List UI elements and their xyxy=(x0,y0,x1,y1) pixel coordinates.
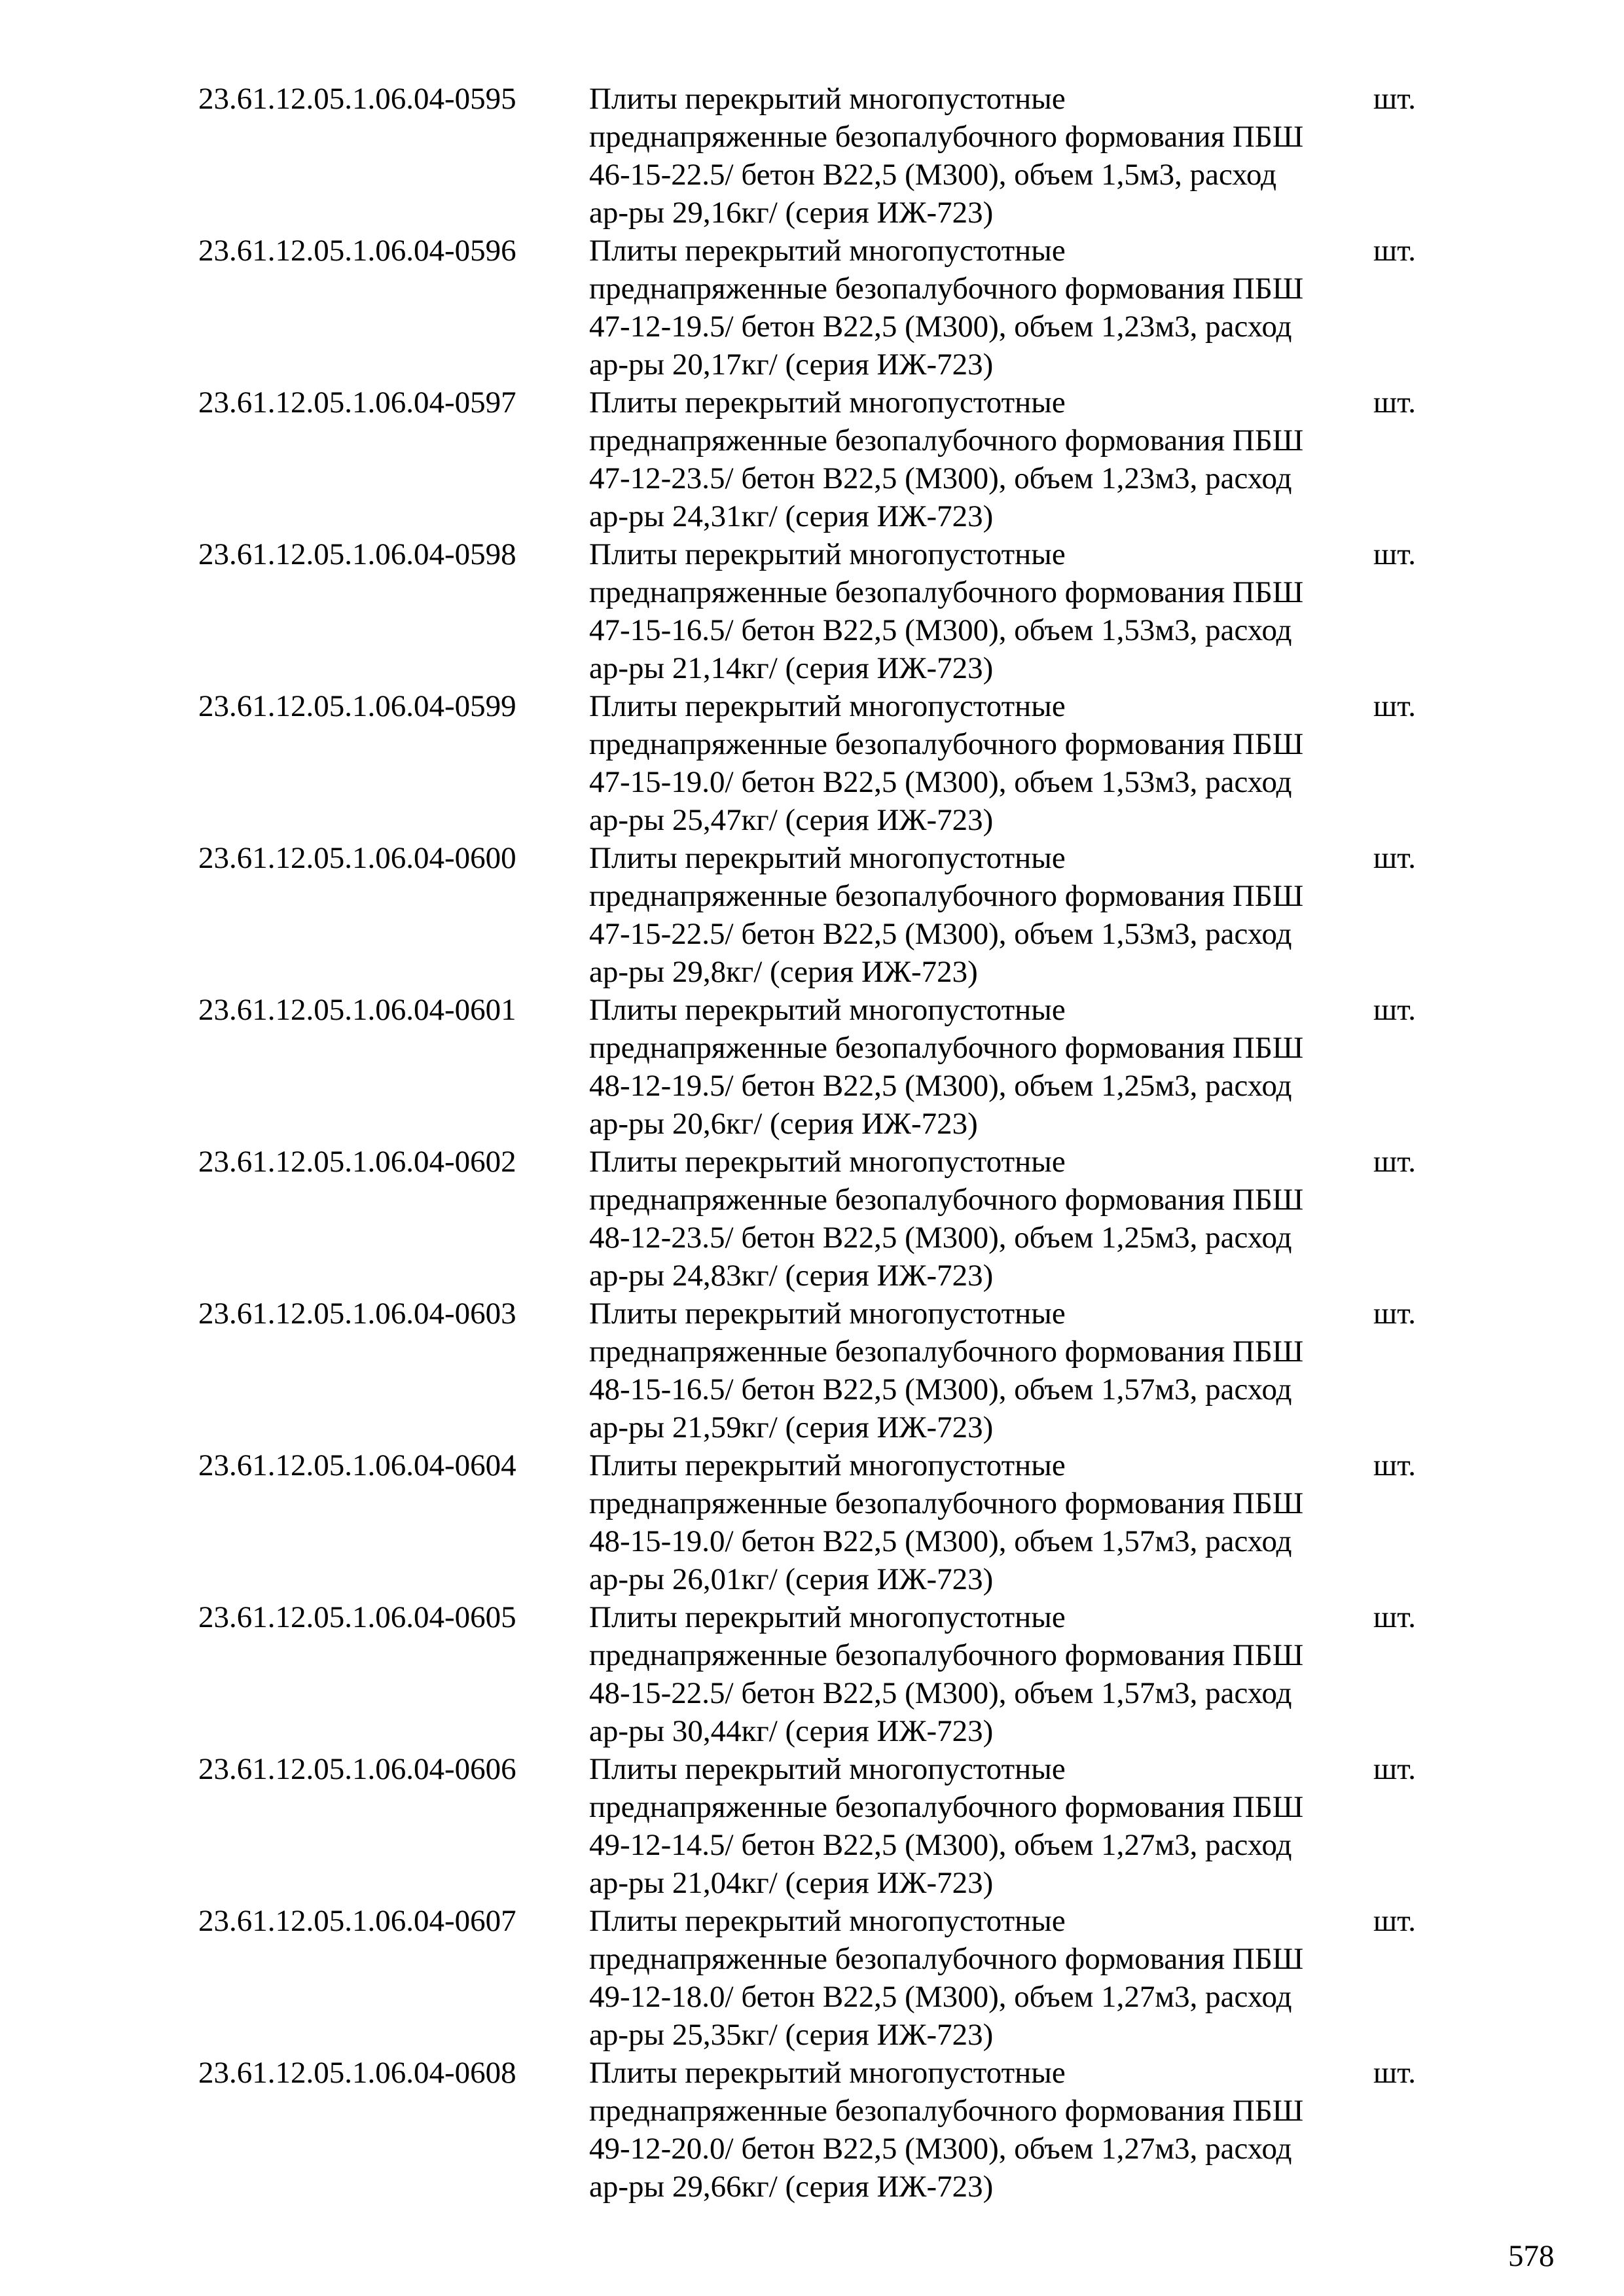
list-item xyxy=(0,991,1624,1143)
entry-unit: шт. xyxy=(1373,1600,1416,1634)
entry-unit: шт. xyxy=(1373,1448,1416,1482)
entry-code: 23.61.12.05.1.06.04-0606 xyxy=(198,1752,516,1786)
list-item xyxy=(0,384,1624,535)
entry-description xyxy=(589,535,1368,687)
entry-description-line: ар-ры 25,35кг/ (серия ИЖ-723) xyxy=(589,2018,994,2052)
entry-description-line: преднапряженные безопалубочного формования ПБШ xyxy=(589,1183,1304,1217)
entry-code: 23.61.12.05.1.06.04-0600 xyxy=(198,841,516,875)
entry-description-line: преднапряженные безопалубочного формования ПБШ xyxy=(589,272,1304,306)
entry-unit: шт. xyxy=(1373,2056,1416,2090)
list-item xyxy=(0,1598,1624,1750)
entry-description-line: ар-ры 21,14кг/ (серия ИЖ-723) xyxy=(589,651,994,685)
entry-description xyxy=(589,1902,1368,2054)
entry-description-line: Плиты перекрытий многопустотные xyxy=(589,1297,1066,1331)
entry-description-line: Плиты перекрытий многопустотные xyxy=(589,537,1066,571)
entry-description xyxy=(589,1750,1368,1902)
entry-description-line: преднапряженные безопалубочного формования ПБШ xyxy=(589,879,1304,913)
entry-description-line: ар-ры 29,66кг/ (серия ИЖ-723) xyxy=(589,2170,994,2204)
entry-code: 23.61.12.05.1.06.04-0599 xyxy=(198,689,516,723)
entry-code: 23.61.12.05.1.06.04-0604 xyxy=(198,1448,516,1482)
entry-code: 23.61.12.05.1.06.04-0597 xyxy=(198,386,516,420)
entry-unit: шт. xyxy=(1373,841,1416,875)
entry-description-line: преднапряженные безопалубочного формования ПБШ xyxy=(589,1486,1304,1520)
entry-description-line: преднапряженные безопалубочного формования ПБШ xyxy=(589,120,1304,154)
page-number: 578 xyxy=(1508,2239,1555,2273)
entries-list xyxy=(0,80,1624,2206)
list-item xyxy=(0,535,1624,687)
entry-description xyxy=(589,1446,1368,1598)
entry-description-line: ар-ры 24,83кг/ (серия ИЖ-723) xyxy=(589,1259,994,1293)
entry-code: 23.61.12.05.1.06.04-0601 xyxy=(198,993,516,1027)
entry-description-line: ар-ры 29,8кг/ (серия ИЖ-723) xyxy=(589,955,978,989)
entry-description-line: преднапряженные безопалубочного формования ПБШ xyxy=(589,727,1304,761)
entry-description-line: ар-ры 26,01кг/ (серия ИЖ-723) xyxy=(589,1562,994,1596)
entry-description-line: 47-15-22.5/ бетон В22,5 (М300), объем 1,53м3, расход xyxy=(589,917,1292,951)
entry-code: 23.61.12.05.1.06.04-0595 xyxy=(198,82,516,116)
entry-description xyxy=(589,991,1368,1143)
entry-description xyxy=(589,384,1368,535)
entry-unit: шт. xyxy=(1373,82,1416,116)
entry-description-line: ар-ры 25,47кг/ (серия ИЖ-723) xyxy=(589,803,994,837)
entry-description-line: преднапряженные безопалубочного формования ПБШ xyxy=(589,423,1304,457)
list-item xyxy=(0,839,1624,991)
entry-description-line: 48-12-23.5/ бетон В22,5 (М300), объем 1,25м3, расход xyxy=(589,1221,1292,1255)
entry-description-line: Плиты перекрытий многопустотные xyxy=(589,386,1066,420)
entry-code: 23.61.12.05.1.06.04-0602 xyxy=(198,1145,516,1179)
entry-description xyxy=(589,839,1368,991)
entry-description-line: 49-12-20.0/ бетон В22,5 (М300), объем 1,27м3, расход xyxy=(589,2132,1292,2166)
entry-description-line: 47-12-19.5/ бетон В22,5 (М300), объем 1,23м3, расход xyxy=(589,310,1292,344)
list-item xyxy=(0,2054,1624,2206)
entry-unit: шт. xyxy=(1373,537,1416,571)
entry-description-line: 49-12-18.0/ бетон В22,5 (М300), объем 1,27м3, расход xyxy=(589,1980,1292,2014)
entry-description-line: 48-15-16.5/ бетон В22,5 (М300), объем 1,57м3, расход xyxy=(589,1372,1292,1407)
entry-unit: шт. xyxy=(1373,1904,1416,1938)
entry-description-line: преднапряженные безопалубочного формования ПБШ xyxy=(589,1638,1304,1672)
entry-description xyxy=(589,80,1368,232)
entry-description xyxy=(589,2054,1368,2206)
entry-unit: шт. xyxy=(1373,1297,1416,1331)
entry-description-line: 48-15-22.5/ бетон В22,5 (М300), объем 1,57м3, расход xyxy=(589,1676,1292,1710)
entry-description-line: Плиты перекрытий многопустотные xyxy=(589,2056,1066,2090)
entry-description-line: 47-12-23.5/ бетон В22,5 (М300), объем 1,23м3, расход xyxy=(589,461,1292,495)
list-item xyxy=(0,1902,1624,2054)
entry-unit: шт. xyxy=(1373,1752,1416,1786)
entry-description-line: 47-15-16.5/ бетон В22,5 (М300), объем 1,53м3, расход xyxy=(589,613,1292,647)
entry-description-line: Плиты перекрытий многопустотные xyxy=(589,1145,1066,1179)
list-item xyxy=(0,1750,1624,1902)
entry-description-line: Плиты перекрытий многопустотные xyxy=(589,689,1066,723)
entry-description-line: Плиты перекрытий многопустотные xyxy=(589,82,1066,116)
entry-description-line: Плиты перекрытий многопустотные xyxy=(589,234,1066,268)
entry-description-line: ар-ры 20,6кг/ (серия ИЖ-723) xyxy=(589,1107,978,1141)
entry-description-line: ар-ры 30,44кг/ (серия ИЖ-723) xyxy=(589,1714,994,1748)
entry-description xyxy=(589,1598,1368,1750)
entry-description-line: преднапряженные безопалубочного формования ПБШ xyxy=(589,1031,1304,1065)
entry-description-line: ар-ры 29,16кг/ (серия ИЖ-723) xyxy=(589,196,994,230)
entry-description-line: Плиты перекрытий многопустотные xyxy=(589,1600,1066,1634)
entry-description-line: 48-15-19.0/ бетон В22,5 (М300), объем 1,57м3, расход xyxy=(589,1524,1292,1558)
entry-description-line: 48-12-19.5/ бетон В22,5 (М300), объем 1,25м3, расход xyxy=(589,1069,1292,1103)
entry-description xyxy=(589,1295,1368,1446)
entry-code: 23.61.12.05.1.06.04-0598 xyxy=(198,537,516,571)
entry-unit: шт. xyxy=(1373,386,1416,420)
entry-description-line: 46-15-22.5/ бетон В22,5 (М300), объем 1,5м3, расход xyxy=(589,158,1277,192)
entry-code: 23.61.12.05.1.06.04-0605 xyxy=(198,1600,516,1634)
entry-description-line: Плиты перекрытий многопустотные xyxy=(589,1448,1066,1482)
entry-description-line: Плиты перекрытий многопустотные xyxy=(589,993,1066,1027)
list-item xyxy=(0,1295,1624,1446)
entry-description-line: ар-ры 24,31кг/ (серия ИЖ-723) xyxy=(589,499,994,533)
entry-description-line: преднапряженные безопалубочного формования ПБШ xyxy=(589,1790,1304,1824)
entry-description-line: ар-ры 20,17кг/ (серия ИЖ-723) xyxy=(589,348,994,382)
entry-description-line: 49-12-14.5/ бетон В22,5 (М300), объем 1,27м3, расход xyxy=(589,1828,1292,1862)
entry-description xyxy=(589,1143,1368,1295)
entry-code: 23.61.12.05.1.06.04-0603 xyxy=(198,1297,516,1331)
entry-unit: шт. xyxy=(1373,1145,1416,1179)
entry-description-line: Плиты перекрытий многопустотные xyxy=(589,841,1066,875)
list-item xyxy=(0,80,1624,232)
entry-description-line: Плиты перекрытий многопустотные xyxy=(589,1904,1066,1938)
entry-description-line: преднапряженные безопалубочного формования ПБШ xyxy=(589,1942,1304,1976)
entry-unit: шт. xyxy=(1373,689,1416,723)
entry-description xyxy=(589,232,1368,384)
list-item xyxy=(0,1446,1624,1598)
entry-description-line: преднапряженные безопалубочного формования ПБШ xyxy=(589,2094,1304,2128)
list-item xyxy=(0,232,1624,384)
entry-description-line: ар-ры 21,04кг/ (серия ИЖ-723) xyxy=(589,1866,994,1900)
entry-description-line: ар-ры 21,59кг/ (серия ИЖ-723) xyxy=(589,1410,994,1444)
entry-description-line: преднапряженные безопалубочного формования ПБШ xyxy=(589,575,1304,609)
entry-code: 23.61.12.05.1.06.04-0608 xyxy=(198,2056,516,2090)
entry-description-line: 47-15-19.0/ бетон В22,5 (М300), объем 1,53м3, расход xyxy=(589,765,1292,799)
entry-unit: шт. xyxy=(1373,993,1416,1027)
list-item xyxy=(0,687,1624,839)
entry-unit: шт. xyxy=(1373,234,1416,268)
entry-description-line: Плиты перекрытий многопустотные xyxy=(589,1752,1066,1786)
entry-description-line: преднапряженные безопалубочного формования ПБШ xyxy=(589,1335,1304,1369)
entry-description xyxy=(589,687,1368,839)
entry-code: 23.61.12.05.1.06.04-0607 xyxy=(198,1904,516,1938)
list-item xyxy=(0,1143,1624,1295)
entry-code: 23.61.12.05.1.06.04-0596 xyxy=(198,234,516,268)
